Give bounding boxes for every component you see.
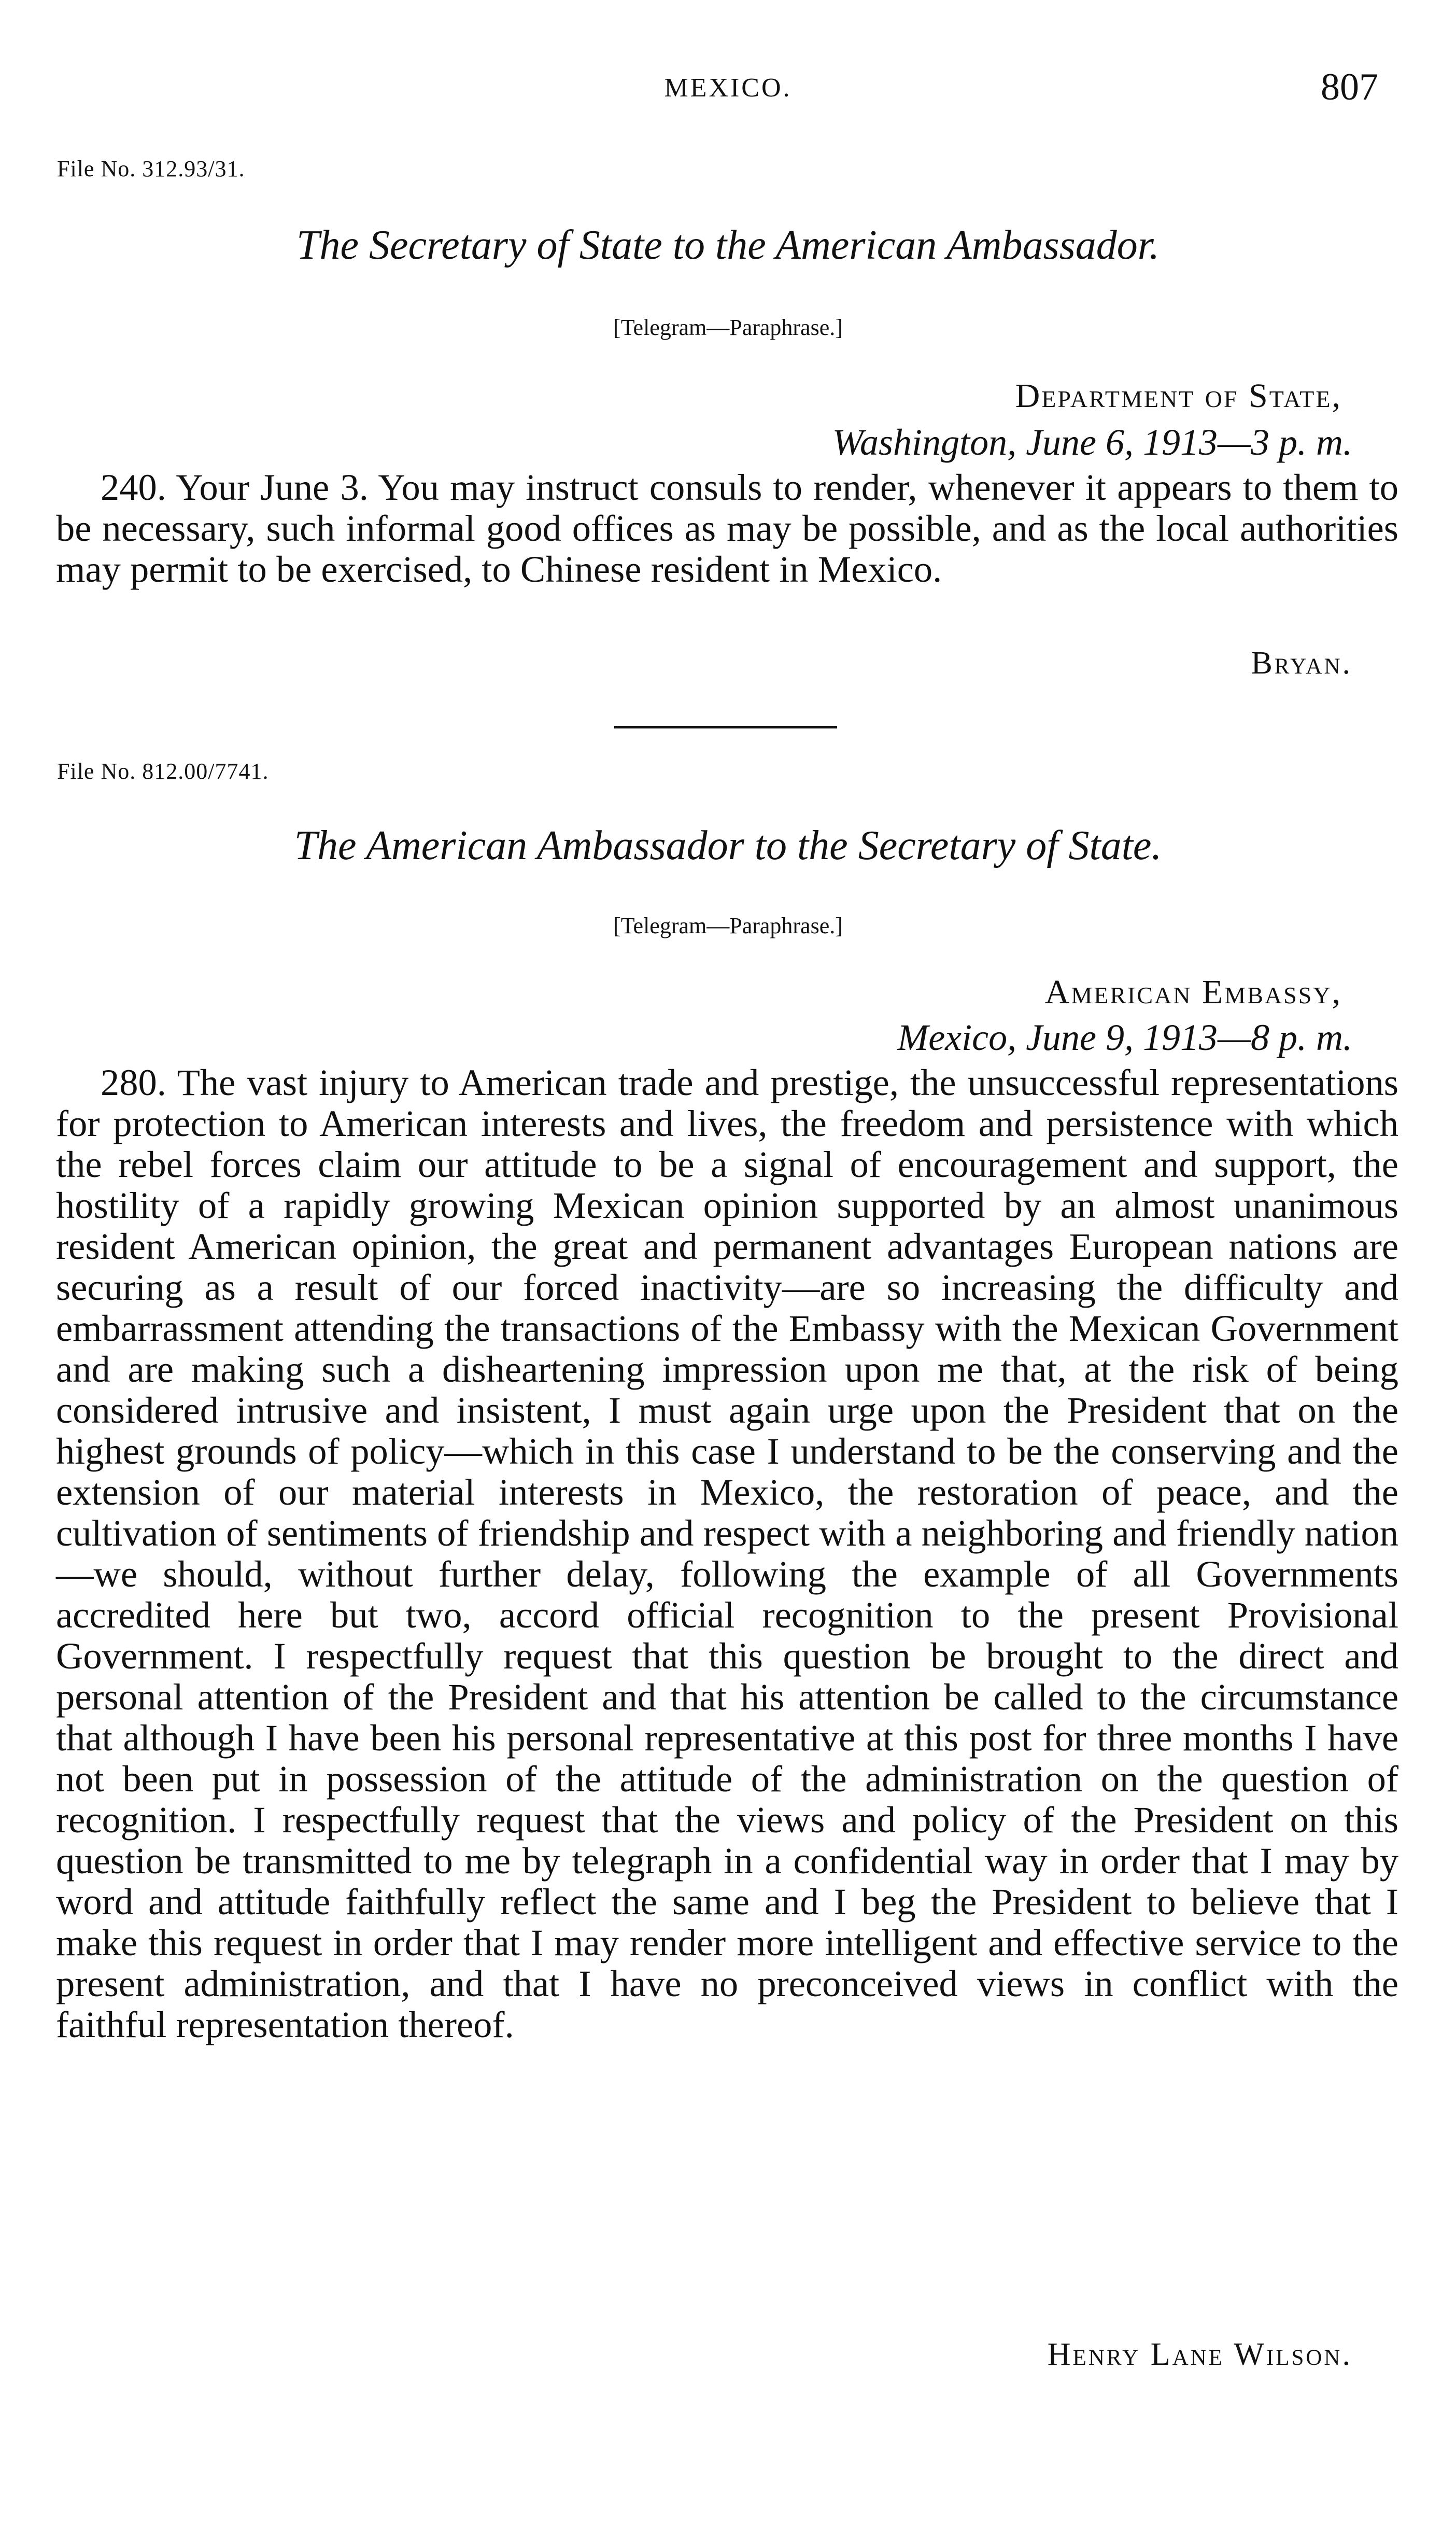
file-number-2: File No. 812.00/7741. (57, 759, 269, 784)
signature-2: Henry Lane Wilson. (1047, 2337, 1352, 2372)
message-body-2 (56, 1062, 1398, 2045)
dateline-1: Washington, June 6, 1913—3 p. m. (832, 422, 1352, 463)
embassy-heading: American Embassy, (1044, 973, 1342, 1011)
message-body-1 (56, 467, 1398, 590)
telegram-tag-2: [Telegram—Paraphrase.] (613, 913, 843, 938)
running-head: MEXICO. (664, 73, 792, 103)
document-title-2: The American Ambassador to the Secretary of State. (294, 823, 1162, 868)
message-paragraph-1: 240. Your June 3. You may instruct consuls to render, whenever it appears to them to be necessary, such informal good offices as may be possible, and as the local authorities may permit to be exercised, to Chinese resident in Mexico. (56, 466, 1398, 590)
file-number-1: File No. 312.93/31. (57, 156, 245, 181)
document-title-1: The Secretary of State to the American Ambassador. (296, 222, 1160, 268)
page-number: 807 (1321, 66, 1378, 108)
section-divider (614, 726, 837, 728)
message-paragraph-2: 280. The vast injury to American trade and prestige, the unsuccessful representations for protection to American interests and lives, the freedom and persistence with which the rebel forces claim our attitude to be a signal of encouragement and support, the hostility of a rapidly growing Mexican opinion supported by an almost unanimous resident American opinion, the great and permanent advantages European nations are securing as a result of our forced inactivity—are so increasing the difficulty and embarrassment attending the transactions of the Embassy with the Mexican Government and are making such a disheartening impression upon me that, at the risk of being considered intrusive and insistent, I must again urge upon the President that on the highest grounds of policy—which in this case I understand to be the conserving and the extension of our material interests in Mexico, the restoration of peace, and the cultivation of sentiments of friendship and respect with a neighboring and friendly nation—we should, without further delay, following the example of all Governments accredited here but two, accord official recognition to the present Provisional Government. I respectfully request that this question be brought to the direct and personal attention of the President and that his attention be called to the circumstance that although I have been his personal representative at this post for three months I have not been put in possession of the attitude of the administration on the question of recognition. I respectfully request that the views and policy of the President on this question be transmitted to me by telegraph in a confidential way in order that I may by word and attitude faithfully reflect the same and I beg the President to believe that I make this request in order that I may render more intelligent and effective service to the present administration, and that I have no preconceived views in conflict with the faithful representation thereof. (56, 1061, 1398, 2045)
telegram-tag-1: [Telegram—Paraphrase.] (613, 315, 843, 340)
signature-1: Bryan. (1251, 646, 1352, 681)
department-heading: Department of State, (1015, 377, 1342, 415)
dateline-2: Mexico, June 9, 1913—8 p. m. (897, 1017, 1352, 1058)
